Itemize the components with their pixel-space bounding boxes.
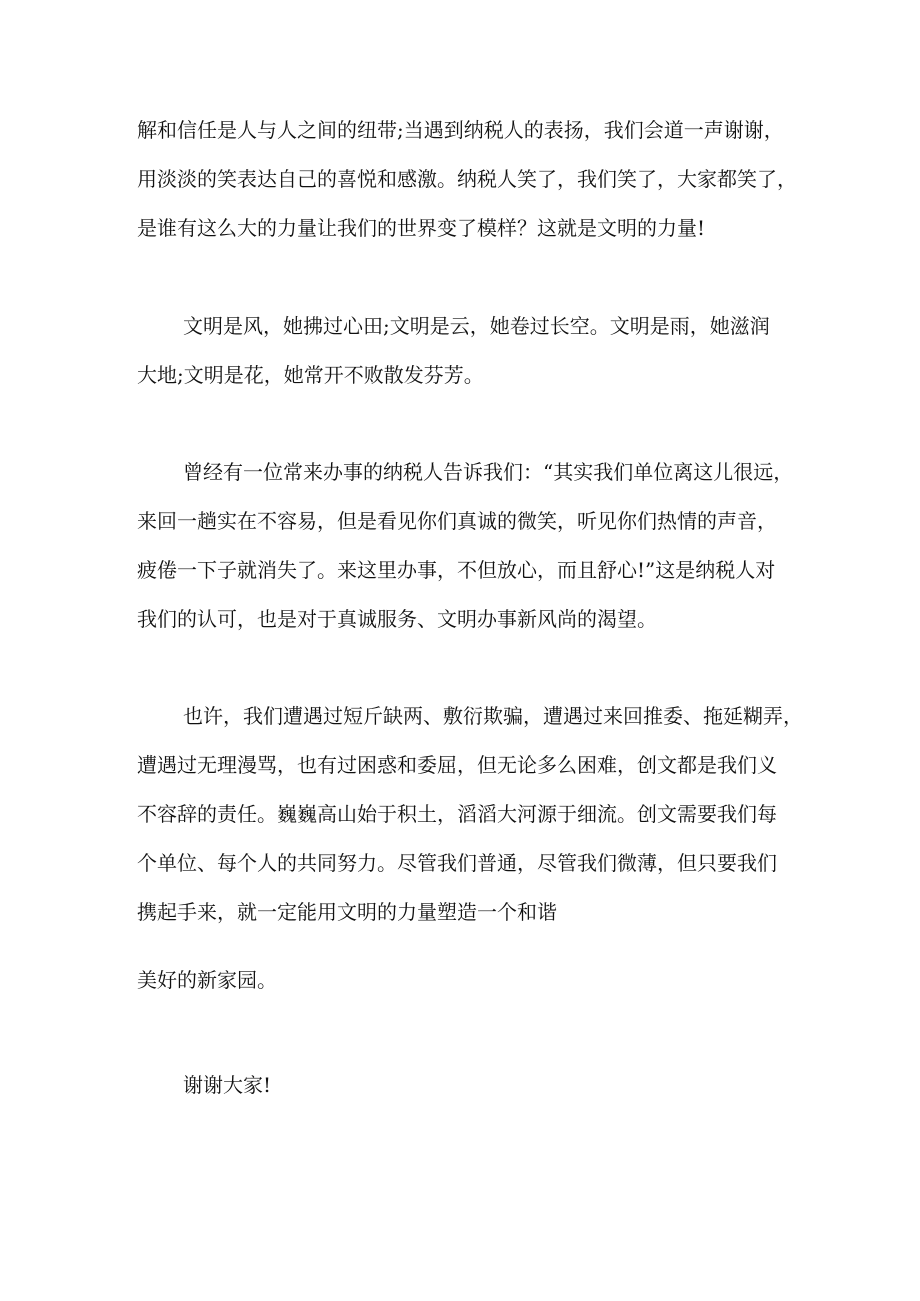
paragraph-2-line-2: 大地;文明是花，她常开不败散发芬芳。 [137,363,484,387]
paragraph-3-line-4: 我们的认可，也是对于真诚服务、文明办事新风尚的渴望。 [137,607,657,631]
paragraph-5-line-1: 美好的新家园。 [137,968,277,992]
paragraph-1-line-1: 解和信任是人与人之间的纽带;当遇到纳税人的表扬，我们会道一声谢谢， [137,118,784,142]
paragraph-4-line-4: 个单位、每个人的共同努力。尽管我们普通，尽管我们微薄，但只要我们 [137,851,777,875]
paragraph-4-line-5: 携起手来，就一定能用文明的力量塑造一个和谐 [137,900,557,924]
paragraph-4-line-2: 遭遇过无理漫骂，也有过困惑和委屈，但无论多么困难，创文都是我们义 [137,753,777,777]
paragraph-4-line-1: 也许，我们遭遇过短斤缺两、敷衍欺骗，遭遇过来回推委、拖延糊弄， [183,704,803,728]
paragraph-3-line-2: 来回一趟实在不容易，但是看见你们真诚的微笑，听见你们热情的声音， [137,509,777,533]
closing-line: 谢谢大家! [183,1073,272,1097]
paragraph-1-line-2: 用淡淡的笑表达自己的喜悦和感激。纳税人笑了，我们笑了，大家都笑了， [137,167,797,191]
paragraph-4-line-3: 不容辞的责任。巍巍高山始于积土，滔滔大河源于细流。创文需要我们每 [137,802,777,826]
paragraph-3-line-3: 疲倦一下子就消失了。来这里办事，不但放心，而且舒心!”这是纳税人对 [137,558,776,582]
paragraph-2-line-1: 文明是风，她拂过心田;文明是云，她卷过长空。文明是雨，她滋润 [183,314,770,338]
paragraph-3-line-1: 曾经有一位常来办事的纳税人告诉我们：“其实我们单位离这儿很远， [183,460,794,484]
paragraph-1-line-3: 是谁有这么大的力量让我们的世界变了模样？这就是文明的力量! [137,216,706,240]
